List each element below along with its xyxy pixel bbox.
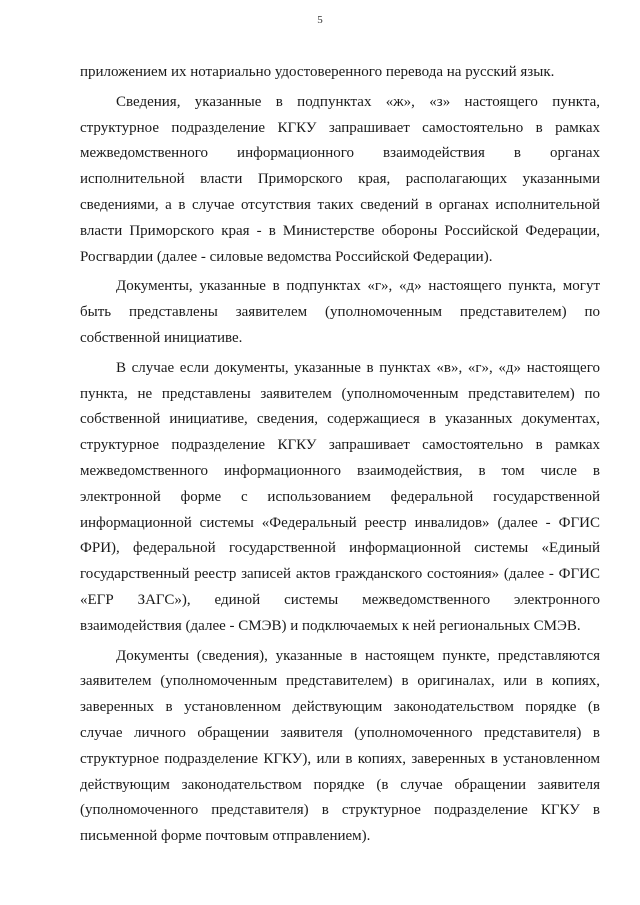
paragraph — [80, 60, 600, 86]
text-line: электронной форме с использованием федеральной государственной — [80, 488, 600, 505]
text-line: структурное подразделение КГКУ запрашивает самостоятельно в рамках — [80, 437, 600, 454]
text-line: Документы, указанные в подпунктах «г», «д» настоящего пункта, могут — [116, 278, 600, 295]
text-line: ФРИ), федеральной государственной информационной системы «Единый — [80, 540, 600, 557]
text-line: пункта, не представлены заявителем (уполномоченным представителем) по — [80, 385, 600, 402]
text-line: Документы (сведения), указанные в настоящем пункте, представляются — [116, 647, 600, 664]
text-line: заверенных в установленном действующим законодательством порядке (в — [80, 699, 600, 716]
page-number: 5 — [317, 14, 323, 26]
text-line: собственной инициативе. — [80, 329, 243, 346]
text-line: быть представлены заявителем (уполномоченным представителем) по — [80, 304, 600, 321]
paragraph — [80, 644, 600, 850]
text-line: Росгвардии (далее - силовые ведомства Российской Федерации). — [80, 248, 493, 265]
text-line: сведениями, а в случае отсутствия таких сведений в органах исполнительной — [80, 196, 600, 213]
text-line: Сведения, указанные в подпунктах «ж», «з» настоящего пункта, — [116, 93, 600, 110]
text-line: собственной инициативе, сведения, содержащиеся в указанных документах, — [80, 411, 600, 428]
text-line: взаимодействия (далее - СМЭВ) и подключаемых к ней региональных СМЭВ. — [80, 617, 581, 634]
document-body — [80, 60, 600, 850]
text-line: заявителем (уполномоченным представителем) в оригиналах, или в копиях, — [80, 673, 600, 690]
paragraph — [80, 274, 600, 351]
text-line: межведомственного информационного взаимодействия в органах — [80, 145, 600, 162]
text-line: В случае если документы, указанные в пунктах «в», «г», «д» настоящего — [116, 359, 600, 376]
text-line: действующим законодательством порядке (в случае обращении заявителя — [80, 776, 600, 793]
paragraph — [80, 90, 600, 271]
text-line: государственный реестр записей актов гражданского состояния» (далее - ФГИС — [80, 566, 600, 583]
text-line: приложением их нотариально удостоверенного перевода на русский язык. — [80, 64, 555, 80]
text-line: «ЕГР ЗАГС»), единой системы межведомственного электронного — [80, 591, 600, 608]
text-line: власти Приморского края - в Министерстве обороны Российской Федерации, — [80, 222, 600, 239]
text-line: структурное подразделение КГКУ), или в копиях, заверенных в установленном — [80, 750, 600, 767]
text-line: (уполномоченного представителя) в структурное подразделение КГКУ в — [80, 802, 600, 819]
text-line: письменной форме почтовым отправлением). — [80, 828, 371, 845]
text-line: случае личного обращении заявителя (уполномоченного представителя) в — [80, 724, 600, 741]
text-line: информационной системы «Федеральный реестр инвалидов» (далее - ФГИС — [80, 514, 600, 531]
text-line: исполнительной власти Приморского края, располагающих указанными — [80, 171, 600, 188]
paragraph — [80, 356, 600, 640]
text-line: структурное подразделение КГКУ запрашивает самостоятельно в рамках — [80, 119, 600, 136]
text-line: межведомственного информационного взаимодействия, в том числе в — [80, 462, 600, 479]
